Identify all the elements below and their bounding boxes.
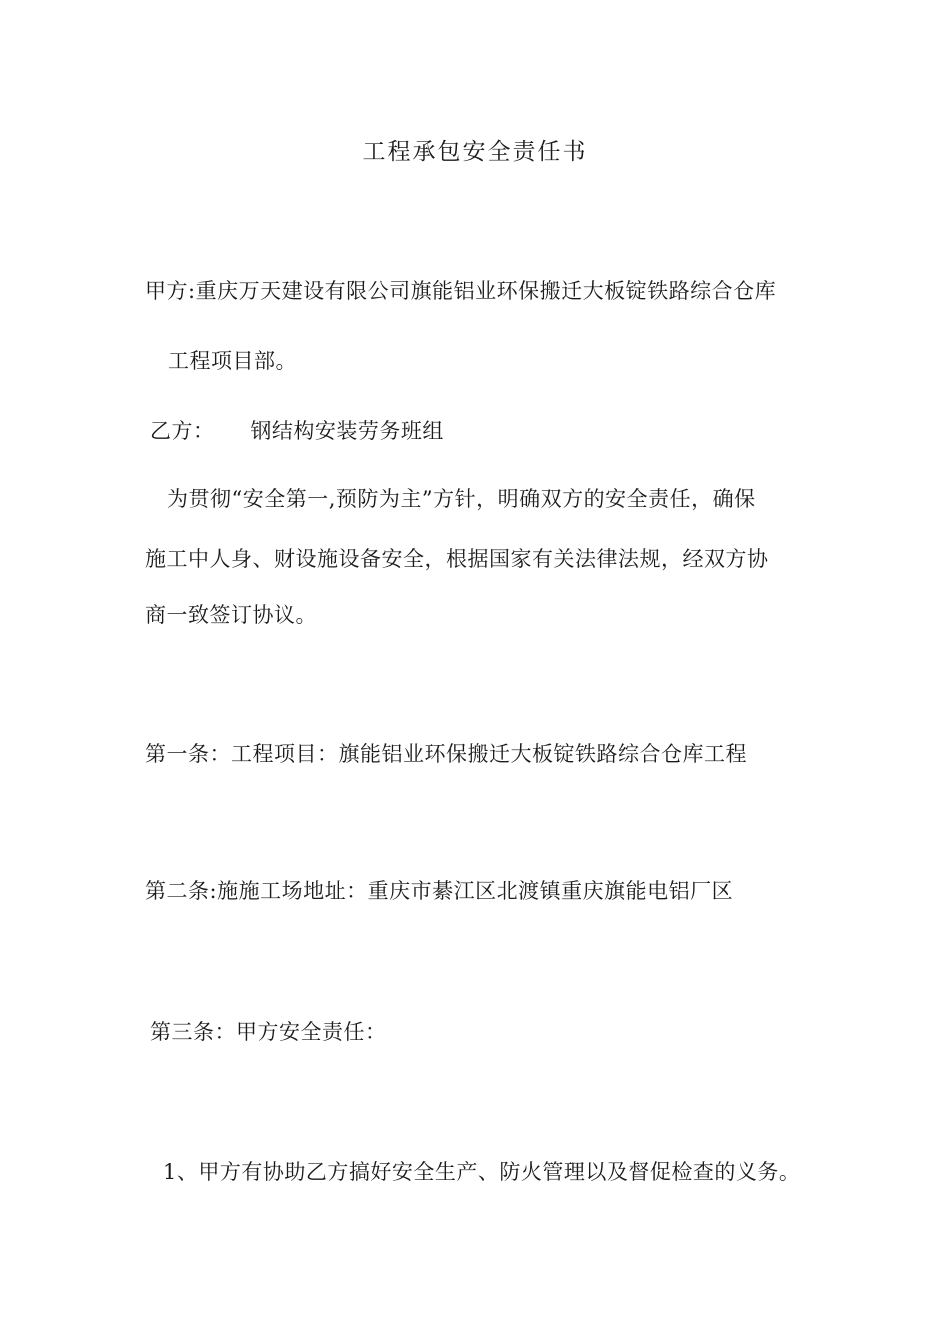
intro-line-2: 施工中人身、财设施设备安全，根据国家有关法律法规，经双方协 bbox=[145, 547, 769, 571]
document-title: 工程承包安全责任书 bbox=[362, 139, 588, 165]
intro-line-3: 商一致签订协议。 bbox=[145, 603, 317, 627]
article-3: 第三条：甲方安全责任： bbox=[150, 1020, 387, 1044]
party-a-line-1: 甲方:重庆万天建设有限公司旗能铝业环保搬迁大板锭铁路综合仓库 bbox=[145, 279, 777, 303]
intro-line-1: 为贯彻“安全第一,预防为主”方针，明确双方的安全责任，确保 bbox=[167, 487, 756, 511]
party-b-line: 乙方： 钢结构安装劳务班组 bbox=[150, 419, 444, 443]
article-3-item-1: 1、甲方有协助乙方搞好安全生产、防火管理以及督促检查的义务。 bbox=[163, 1160, 801, 1184]
article-1: 第一条：工程项目：旗能铝业环保搬迁大板锭铁路综合仓库工程 bbox=[145, 742, 747, 766]
article-2: 第二条:施施工场地址：重庆市綦江区北渡镇重庆旗能电铝厂区 bbox=[145, 879, 734, 903]
party-a-line-2: 工程项目部。 bbox=[168, 349, 297, 373]
